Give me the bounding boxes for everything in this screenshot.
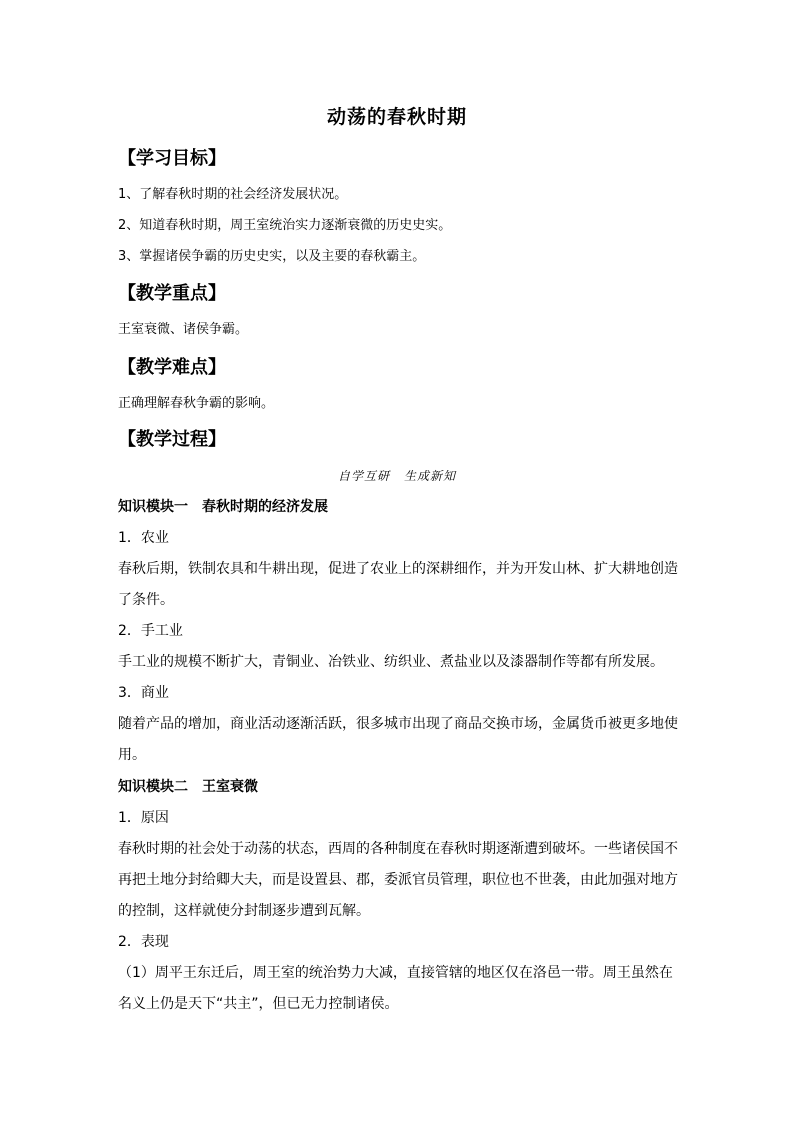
module-name: 王室衰微 bbox=[202, 779, 258, 795]
paragraph-line: 了条件。 bbox=[118, 592, 174, 608]
section-heading-difficulties: 【教学难点】 bbox=[118, 357, 226, 378]
module-heading-2 bbox=[118, 776, 258, 798]
paragraph-line: 随着产品的增加，商业活动逐渐活跃，很多城市出现了商品交换市场，金属货币被更多地使 bbox=[118, 716, 678, 732]
section-heading-key-points: 【教学重点】 bbox=[118, 283, 226, 304]
document-title: 动荡的春秋时期 bbox=[326, 106, 467, 128]
section-heading-objectives: 【学习目标】 bbox=[118, 148, 226, 169]
module-heading-1 bbox=[118, 496, 328, 518]
subheading-cause: 1．原因 bbox=[118, 810, 169, 826]
subheading-manifestation: 2．表现 bbox=[118, 934, 169, 950]
paragraph-line: 春秋时期的社会处于动荡的状态，西周的各种制度在春秋时期逐渐遭到破坏。一些诸侯国不 bbox=[118, 841, 678, 857]
paragraph-line: 手工业的规模不断扩大，青铜业、冶铁业、纺织业、煮盐业以及漆器制作等都有所发展。 bbox=[118, 654, 664, 670]
difficulties-text: 正确理解春秋争霸的影响。 bbox=[118, 396, 275, 411]
module-label: 知识模块一 bbox=[118, 499, 188, 515]
subtitle-part-b: 生成新知 bbox=[404, 469, 457, 483]
subheading-agriculture: 1．农业 bbox=[118, 530, 169, 546]
paragraph-line: 春秋后期，铁制农具和牛耕出现，促进了农业上的深耕细作，并为开发山林、扩大耕地创造 bbox=[118, 561, 678, 577]
paragraph-line: （1）周平王东迁后，周王室的统治势力大减，直接管辖的地区仅在洛邑一带。周王虽然在 bbox=[118, 965, 673, 981]
paragraph-line: 用。 bbox=[118, 747, 146, 763]
paragraph-line: 的控制，这样就使分封制逐步遭到瓦解。 bbox=[118, 903, 370, 919]
objective-item-1: 1、了解春秋时期的社会经济发展状况。 bbox=[118, 187, 348, 202]
section-heading-process: 【教学过程】 bbox=[118, 429, 226, 450]
module-name: 春秋时期的经济发展 bbox=[202, 499, 328, 515]
paragraph-line: 名义上仍是天下“共主”，但已无力控制诸侯。 bbox=[118, 996, 399, 1012]
subheading-handicraft: 2．手工业 bbox=[118, 623, 183, 639]
subtitle-part-a: 自学互研 bbox=[337, 469, 390, 483]
objective-item-3: 3、掌握诸侯争霸的历史史实，以及主要的春秋霸主。 bbox=[118, 249, 426, 264]
objective-item-2: 2、知道春秋时期，周王室统治实力逐渐衰微的历史史实。 bbox=[118, 218, 452, 233]
process-subtitle bbox=[0, 466, 794, 486]
module-label: 知识模块二 bbox=[118, 779, 188, 795]
paragraph-line: 再把土地分封给卿大夫，而是设置县、郡，委派官员管理，职位也不世袭，由此加强对地方 bbox=[118, 872, 678, 888]
subheading-commerce: 3．商业 bbox=[118, 685, 169, 701]
key-points-text: 王室衰微、诸侯争霸。 bbox=[118, 322, 249, 337]
